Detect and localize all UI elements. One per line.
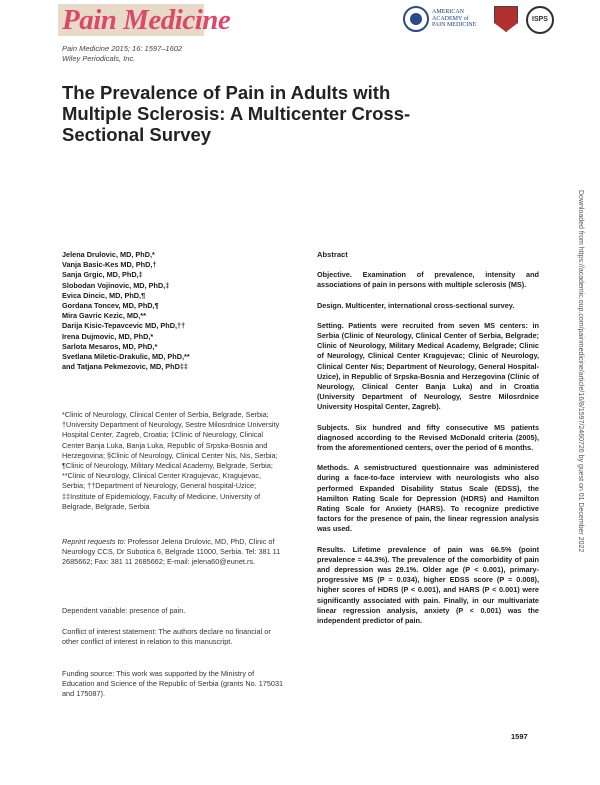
citation-line-1: Pain Medicine 2015; 16: 1597–1602 [62, 44, 183, 53]
conflict-statement: Conflict of interest statement: The authors declare no financial or other conflict of interest in relation to this manuscript. [62, 627, 271, 647]
citation [62, 44, 182, 63]
citation-line-2: Wiley Periodicals, Inc. [62, 53, 136, 63]
author: Darija Kisic-Tepavcevic MD, PhD,†† [62, 321, 186, 331]
author: Irena Dujmovic, MD, PhD,* [62, 331, 154, 341]
dependent-variable: Dependent variable: presence of pain. [62, 606, 186, 615]
author: and Tatjana Pekmezovic, MD, PhD‡‡ [62, 362, 188, 372]
society-shield-icon [494, 6, 518, 32]
author: Svetlana Miletic-Drakulic, MD, PhD,** [62, 352, 190, 362]
abstract-methods: Methods. A semistructured questionnaire was administered during a face-to-face interview with neurologists who also performed Expanded Disability Status Scale (EDSS), the Hamilton Rating Scale for Depression (HDRS) and Hamilton Rating Scale for Anxiety (HARS). To recognize predictive factors for the presence of pain, the linear regression analysis was used. [317, 463, 539, 534]
abstract-results: Results. Lifetime prevalence of pain was 66.5% (point prevalence = 44.3%). The prevalence of the comorbidity of pain and depression was 29.1%. Older age (P < 0.001), primary-progressive MS (P = 0.034), higher EDSS score (P = 0.008), higher scores of HDRS (P < 0.001), and HARS (P < 0.001) were significantly associated with pain. Finally, in our multivariate linear regression analysis, anxiety (P < 0.001) was the independent predictor of pain. [317, 544, 539, 626]
author: Sarlota Mesaros, MD, PhD,* [62, 341, 158, 351]
author: Gordana Toncev, MD, PhD,¶ [62, 301, 159, 311]
author: Sanja Grgic, MD, PhD,‡ [62, 270, 143, 280]
download-side-note [574, 190, 584, 610]
author: Vanja Basic-Kes MD, PhD,† [62, 260, 157, 270]
reprint-label: Reprint requests to: [62, 537, 126, 546]
abstract-subjects: Subjects. Six hundred and fifty consecutive MS patients diagnosed according to the Revised McDonald criteria (2005), from the aforementioned centers, over the period of 6 months. [317, 422, 539, 453]
download-side-note-text: Downloaded from https://academic.oup.com/painmedicine/article/16/8/1597/2460726 by guest on 01 December 2022 [577, 190, 584, 553]
abstract-design: Design. Multicenter, international cross-sectional survey. [317, 300, 515, 310]
abstract-heading: Abstract [317, 250, 348, 259]
author-list [62, 250, 302, 372]
author: Mira Gavric Kezic, MD,** [62, 311, 146, 321]
affiliations: *Clinic of Neurology, Clinical Center of Serbia, Belgrade, Serbia; †University Department of Neurology, Sestre Milosrdnice University Hospital Center, Zagreb, Croatia; ‡Clinic of Neurology, Clinical Center Banja Luka, Banja Luka, Republic of Srpska-Bosnia and Herzegovina; §Clinic of Neurology, Clinical Center Nis, Nis, Serbia; ¶Clinic of Neurology, Military Medical Academy, Belgrade, Serbia; **Clinic of Neurology, Clinical Center Kragujevac, Kragujevac, Serbia; ††Department of Neurology, General hospital-Uzice; ‡‡Institute of Epidemiology, Faculty of Medicine, University of Belgrade, Belgrade, Serbia [62, 410, 280, 511]
abstract [317, 250, 539, 636]
reprint-text: Professor Jelena Drulovic, MD, PhD, Clinic of Neurology CCS, Dr Subotica 6, Belgrade 11000, Serbia. Tel: 381 11 2685662; Fax: 381 11 2685662; E-mail: jelena60@eunet.rs. [62, 537, 281, 567]
article-title: The Prevalence of Pain in Adults with Multiple Sclerosis: A Multicenter Cross-Sectional Survey [62, 82, 411, 145]
funding-source: Funding source: This work was supported by the Ministry of Education and Science of the Republic of Serbia (grants No. 175031 and 175087). [62, 669, 284, 699]
aapm-text: AMERICAN ACADEMY of PAIN MEDICINE [432, 9, 477, 28]
abstract-objective: Objective. Examination of prevalence, intensity and associations of pain in persons with multiple sclerosis (MS). [317, 270, 539, 290]
isps-logo: ISPS [526, 6, 554, 34]
aapm-seal-icon [403, 6, 429, 32]
journal-logo-text: Pain Medicine [62, 4, 231, 36]
abstract-setting: Setting. Patients were recruited from seven MS centers: in Serbia (Clinic of Neurology, Clinical Center of Serbia, Belgrade; Clinic of Neurology, Military Medical Academy, Belgrade; Clinic of Neurology, Clinical Center Kragujevac; Clinic of Neurology, Clinical Center Nis; Department of Neurology, General Hospital-Uzice), in Republic of Srpska-Bosnia and Herzegovina (Clinic of Neurology, Clinical Center Banja Luka) and in Croatia (University Department of Neurology, Sestre Milosrdnice University Hospital Center, Zagreb). [317, 320, 539, 412]
author: Evica Dincic, MD, PhD,¶ [62, 290, 146, 300]
journal-logo [62, 6, 230, 35]
author: Slobodan Vojinovic, MD, PhD,‡ [62, 280, 170, 290]
reprint-requests [62, 537, 287, 568]
author: Jelena Drulovic, MD, PhD,* [62, 250, 155, 259]
page-number: 1597 [511, 732, 528, 741]
